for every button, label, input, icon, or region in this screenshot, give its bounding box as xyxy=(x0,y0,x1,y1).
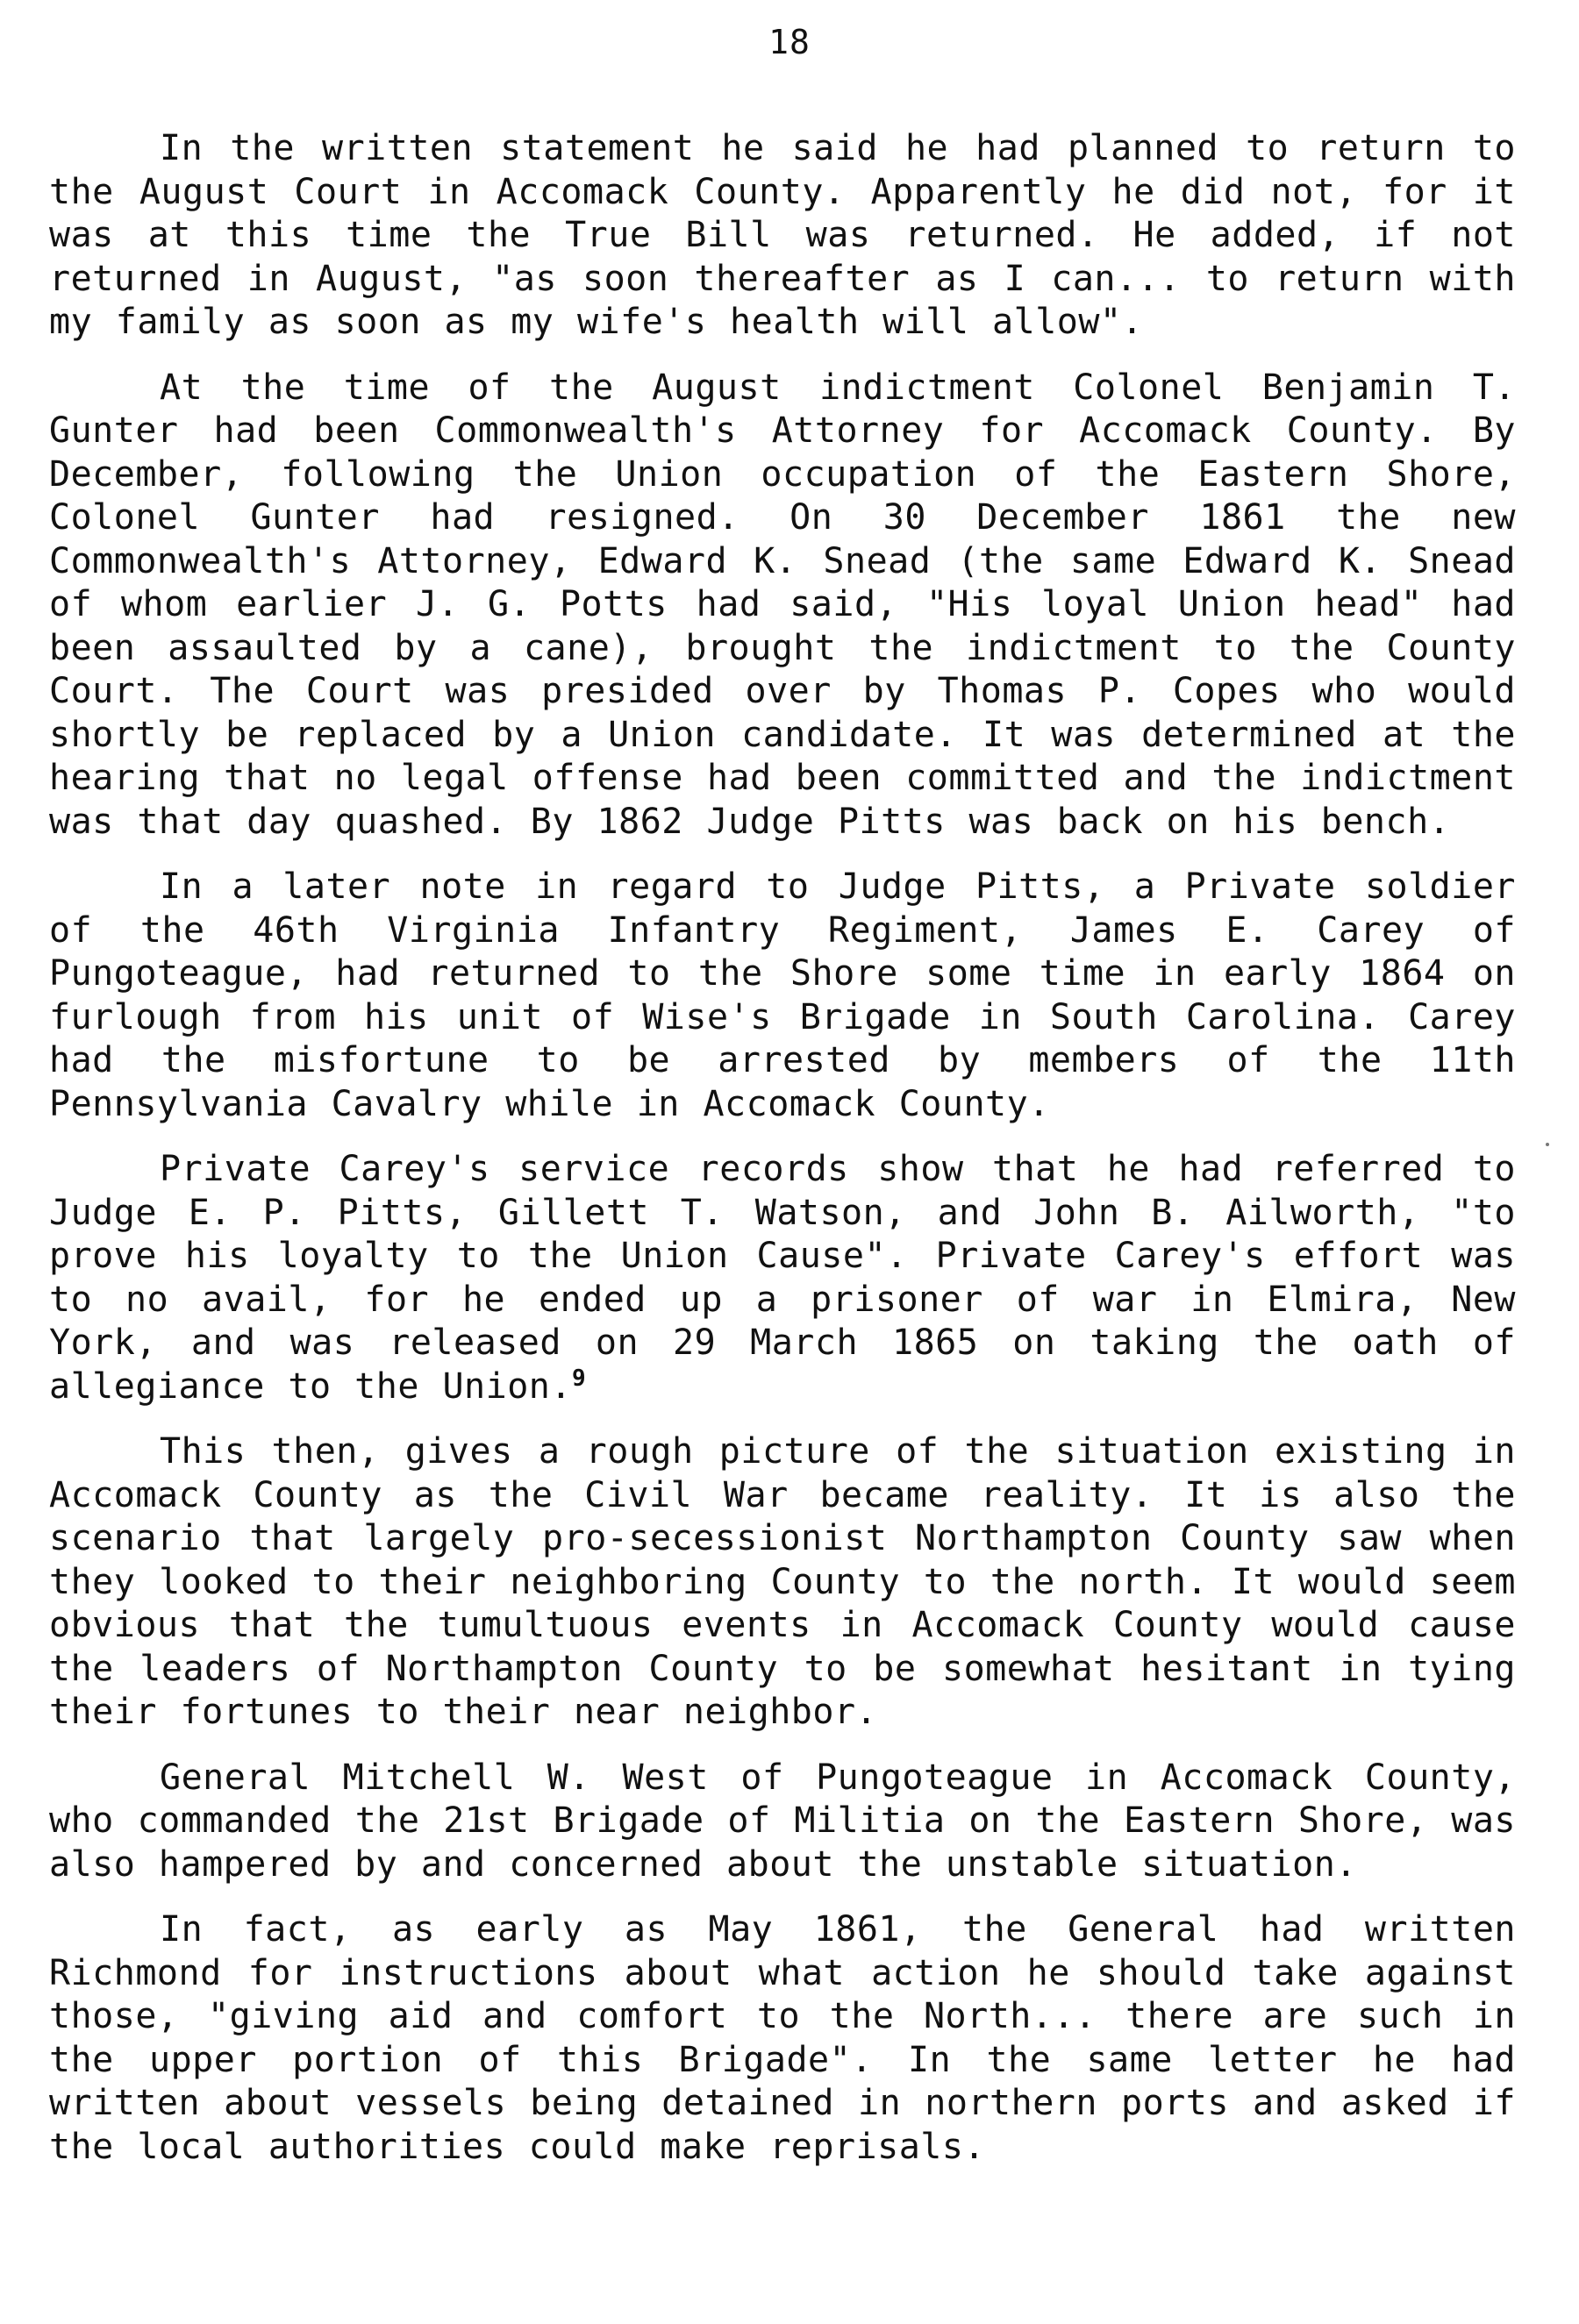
page-number: 18 xyxy=(768,23,811,61)
footnote-marker: 9 xyxy=(571,1365,587,1392)
paragraph-carey-service-records xyxy=(49,1148,1516,1408)
body-text xyxy=(49,127,1516,2191)
scan-speck xyxy=(1546,1143,1549,1146)
paragraph-rough-picture: This then, gives a rough picture of the situation existing in Accomack County as the Civil War became reality. It is also the scenario that largely pro-secessionist Northampton County saw when they looked to their neighboring County to the north. It would seem obvious that the tumultuous events in Accomack County would cause the leaders of Northampton County to be somewhat hesitant in tying their fortunes to their near neighbor. xyxy=(49,1431,1516,1732)
carey-paragraph-text: Private Carey's service records show that he had referred to Judge E. P. Pitts, Gillett T. Watson, and John B. Ailworth, "to prove his loyalty to the Union Cause". Private Carey's effort was to no avail, for he ended up a prisoner of war in Elmira, New York, and was released on 29 March 1865 on taking the oath of allegiance to the Union. xyxy=(49,1149,1516,1407)
paragraph-judge-pitts-note: In a later note in regard to Judge Pitts, a Private soldier of the 46th Virginia Infantry Regiment, James E. Carey of Pungoteague, had returned to the Shore some time in early 1864 on furlough from his unit of Wise's Brigade in South Carolina. Carey had the misfortune to be arrested by members of the 11th Pennsylvania Cavalry while in Accomack County. xyxy=(49,866,1516,1124)
paragraph-written-statement: In the written statement he said he had planned to return to the August Court in Accomack County. Apparently he did not, for it was at this time the True Bill was returned. He added, if not returned in August, "as soon thereafter as I can... to return with my family as soon as my wife's health will allow". xyxy=(49,128,1516,342)
paragraph-august-indictment: At the time of the August indictment Colonel Benjamin T. Gunter had been Commonwealth's Attorney for Accomack County. By December, following the Union occupation of the Eastern Shore, Colonel Gunter had resigned. On 30 December 1861 the new Commonwealth's Attorney, Edward K. Snead (the same Edward K. Snead of whom earlier J. G. Potts had said, "His loyal Union head" had been assaulted by a cane), brought the indictment to the County Court. The Court was presided over by Thomas P. Copes who would shortly be replaced by a Union candidate. It was determined at the hearing that no legal offense had been committed and the indictment was that day quashed. By 1862 Judge Pitts was back on his bench. xyxy=(49,367,1516,842)
paragraph-may-1861-letter: In fact, as early as May 1861, the General had written Richmond for instructions about what action he should take against those, "giving aid and comfort to the North... there are such in the upper portion of this Brigade". In the same letter he had written about vessels being detained in northern ports and asked if the local authorities could make reprisals. xyxy=(49,1909,1516,2167)
paragraph-general-west: General Mitchell W. West of Pungoteague in Accomack County, who commanded the 21st Brigade of Militia on the Eastern Shore, was also hampered by and concerned about the unstable situation. xyxy=(49,1757,1516,1885)
